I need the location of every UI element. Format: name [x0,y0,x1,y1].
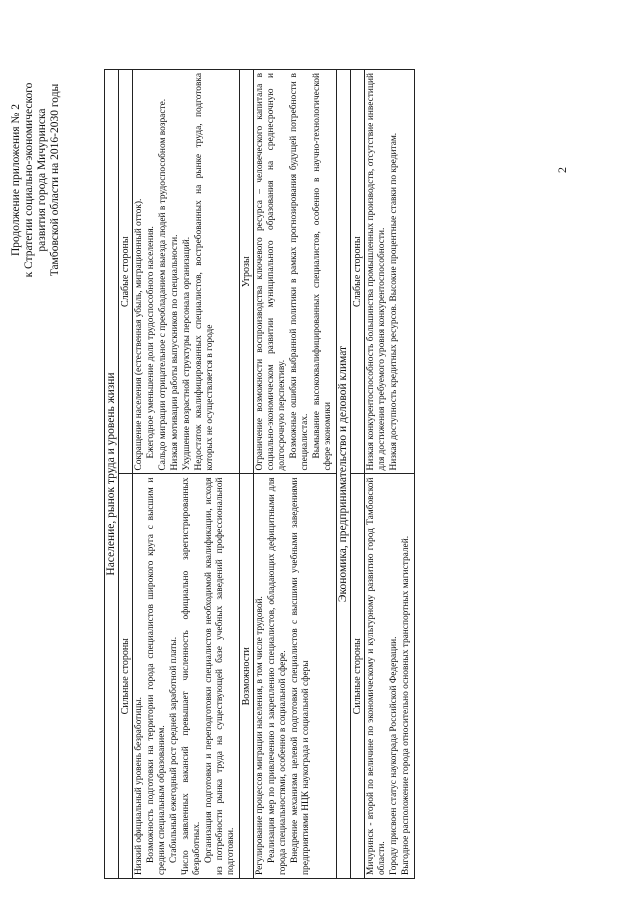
weakness-item: Низкая мотивации работы выпускников по специальности. [170,234,180,471]
section-title: Население, рынок труда и уровень жизни [105,70,119,879]
strengths-header: Сильные стороны [351,474,365,879]
strength-item: Стабильный ежегодный рост средней заработной платы. [169,636,179,863]
opportunity-item: Регулирование процессов миграции населения, в том числе трудовой. [255,596,265,875]
threat-item: Вымывание высококвалифицированных специалистов, особенно в научно-технологической сфере экономики [312,73,333,471]
strength-item: Выгодное расположение города относительно основных транспортных магистралей. [401,535,411,875]
weakness-item: Низкая доступность кредитных ресурсов. Высокие процентные ставки по кредитам. [389,132,399,471]
threat-item: Возможные ошибки выбранной политики в рамках прогнозирования будущей потребности в специалистах. [289,73,310,471]
weaknesses-cell [365,70,415,475]
appendix-heading [10,40,62,320]
weakness-item: Недостаток квалифицированных специалистов, востребованных на рынке труда, подготовка которых не осуществляется в городе [194,73,215,471]
weaknesses-header: Слабые стороны [351,70,365,475]
opportunities-header: Возможности [240,474,254,879]
threats-cell [254,70,337,475]
strengths-cell [365,474,415,879]
strengths-cell [133,474,240,879]
strengths-header: Сильные стороны [119,474,133,879]
weakness-item: Сальдо миграции отрицательное с преобладанием выезда людей в трудоспособном возрасте. [158,98,168,471]
weakness-item: Сокращение населения (естественная убыль, миграционный отток). [134,198,144,471]
strength-item: Низкий официальный уровень безработицы. [134,697,144,875]
weaknesses-cell [133,70,240,475]
strength-item: Число заявленных вакансий превышает численность официально зарегистрированных безработных. [181,477,202,875]
strength-item: Возможность подготовки на территории города специалистов широкого круга с высшим и средним специальным образованием. [146,477,167,875]
weaknesses-header: Слабые стороны [119,70,133,475]
opportunity-item: Внедрение механизма целевой подготовки специалистов с высшими учебными заведениями предприятиями НЦК наукограда и социальной сферы [290,477,311,875]
strength-item: Мичуринск - второй по величине по экономическому и культурному развитию город Тамбовской области. [366,477,387,875]
opportunity-item: Реализация мер по привлечению и закреплению специалистов, обладающих дефицитными для города специальностями, особенно в социальной сфере. [267,477,288,875]
opportunities-cell [254,474,337,879]
section-title: Экономика, предпринимательство и деловой климат [337,70,351,879]
weakness-item: Ухудшение возрастной структуры персонала организаций. [182,236,192,471]
heading-line: развития города Мичуринска [36,108,48,252]
swot-table [104,69,415,879]
strength-item: Городу присвоен статус наукограда Российской Федерации. [389,636,399,875]
heading-line: Продолжение приложения № 2 [10,103,22,257]
weakness-item: Ежегодное уменьшение доли трудоспособного населения. [146,226,156,459]
heading-line: к Стратегии социально-экономического [23,82,35,278]
threats-header: Угрозы [240,70,254,475]
strength-item: Организация подготовки и переподготовки специалистов необходимой квалификации, исходя из потребности рынка труда на существующей базе учебных заведений профессиональной подготовки. [204,477,236,875]
page-number: 2 [555,167,569,173]
threat-item: Ограничение возможности воспроизводства ключевого ресурса – человеческого капитала в социально-экономическом развитии муниципального образования на среднесрочную и долгосрочную перспективу. [255,73,287,471]
weakness-item: Низкая конкурентоспособность большинства промышленных производств, отсутствие инвестиций для достижения требуемого уровня конкурентоспособности. [366,73,387,471]
heading-line: Тамбовской области на 2016-2030 годы [49,83,61,277]
